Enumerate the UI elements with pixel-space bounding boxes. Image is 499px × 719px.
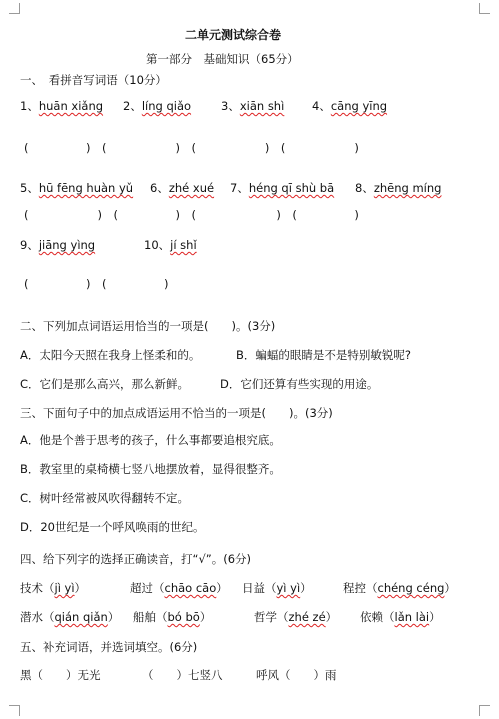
option-c: C．树叶经常被风吹得翻转不定。 xyxy=(20,491,190,505)
pinyin-choice[interactable]: qián qiǎn xyxy=(54,610,108,624)
pinyin-text: xiān shì xyxy=(239,99,285,113)
section-2-heading: 二、下列加点词语运用恰当的一项是( )。(3分) xyxy=(20,319,276,333)
option-a: A．他是个善于思考的孩子，什么事都要追根究底。 xyxy=(20,433,281,447)
section-3-heading: 三、下面句子中的加点成语运用不恰当的一项是( )。(3分) xyxy=(20,406,333,420)
pinyin-choice[interactable]: lǎn lài xyxy=(394,610,430,624)
reading-row-1: 技术（jì yì） 超过（chāo cāo） 日益（yì yì） 程控（chéng céng） xyxy=(20,581,456,595)
pinyin-choice[interactable]: chāo cāo xyxy=(164,581,217,595)
section-1-heading: 一、 看拼音写词语（10分） xyxy=(20,73,167,87)
pinyin-choice[interactable]: bó bō xyxy=(167,610,200,624)
answer-blanks[interactable]: ( ) ( ) xyxy=(24,277,169,291)
fill-in-row: 黑（ ）无光 （ ）七竖八 呼风（ ）雨 xyxy=(20,668,337,682)
pinyin-row-3: 9、jiāng yìng 10、jí shǐ xyxy=(20,238,197,252)
pinyin-text: héng qī shù bā xyxy=(248,181,335,195)
part-heading: 第一部分 基础知识（65分） xyxy=(146,52,299,66)
page-corner-mark xyxy=(9,3,20,14)
answer-blank[interactable] xyxy=(43,668,66,682)
pinyin-choice[interactable]: yì yì xyxy=(276,581,301,595)
pinyin-text: zhēng míng xyxy=(373,181,442,195)
answer-blank[interactable] xyxy=(291,668,314,682)
option-c: C．它们是那么高兴，那么新鲜。 xyxy=(20,377,190,391)
pinyin-text: líng qiǎo xyxy=(141,99,192,113)
option-b: B．教室里的桌椅横七竖八地摆放着，显得很整齐。 xyxy=(20,462,281,476)
answer-blank[interactable] xyxy=(154,668,177,682)
pinyin-text: cāng yīng xyxy=(330,99,388,113)
option-d: D．20世纪是一个呼风唤雨的世纪。 xyxy=(20,520,205,534)
pinyin-text: zhé xué xyxy=(168,181,215,195)
option-d: D．它们还算有些实现的用途。 xyxy=(220,377,379,391)
page-corner-mark xyxy=(479,3,490,14)
section-4-heading: 四、给下列字的选择正确读音，打“√”。(6分) xyxy=(20,552,252,566)
pinyin-row-2: 5、hū fēng huàn yǔ 6、zhé xué 7、héng qī shù bā 8、zhēng míng xyxy=(20,181,442,195)
page-title: 二单元测试综合卷 xyxy=(185,28,282,42)
reading-row-2: 潜水（qián qiǎn） 船舶（bó bō） 哲学（zhé zé） 依赖（lǎn lài） xyxy=(20,610,441,624)
option-b: B．蝙蝠的眼睛是不是特别敏锐呢? xyxy=(236,348,411,362)
option-a: A．太阳今天照在我身上怪柔和的。 xyxy=(20,348,201,362)
answer-blanks[interactable]: ( ) ( ) ( ) ( ) xyxy=(24,141,359,155)
section-5-heading: 五、补充词语，并选词填空。(6分) xyxy=(20,640,198,654)
pinyin-text: jiāng yìng xyxy=(38,238,96,252)
pinyin-choice[interactable]: zhé zé xyxy=(288,610,326,624)
pinyin-text: jí shǐ xyxy=(170,238,197,252)
pinyin-choice[interactable]: jì yì xyxy=(54,581,75,595)
pinyin-choice[interactable]: chéng céng xyxy=(377,581,445,595)
page-corner-mark xyxy=(479,705,490,716)
answer-blanks[interactable]: ( ) ( ) ( ) ( ) xyxy=(24,208,359,222)
pinyin-text: huān xiǎng xyxy=(38,99,104,113)
page-corner-mark xyxy=(9,705,20,716)
pinyin-text: hū fēng huàn yǔ xyxy=(38,181,134,195)
pinyin-row-1: 1、huān xiǎng 2、líng qiǎo 3、xiān shì 4、cāng yīng xyxy=(20,99,388,113)
